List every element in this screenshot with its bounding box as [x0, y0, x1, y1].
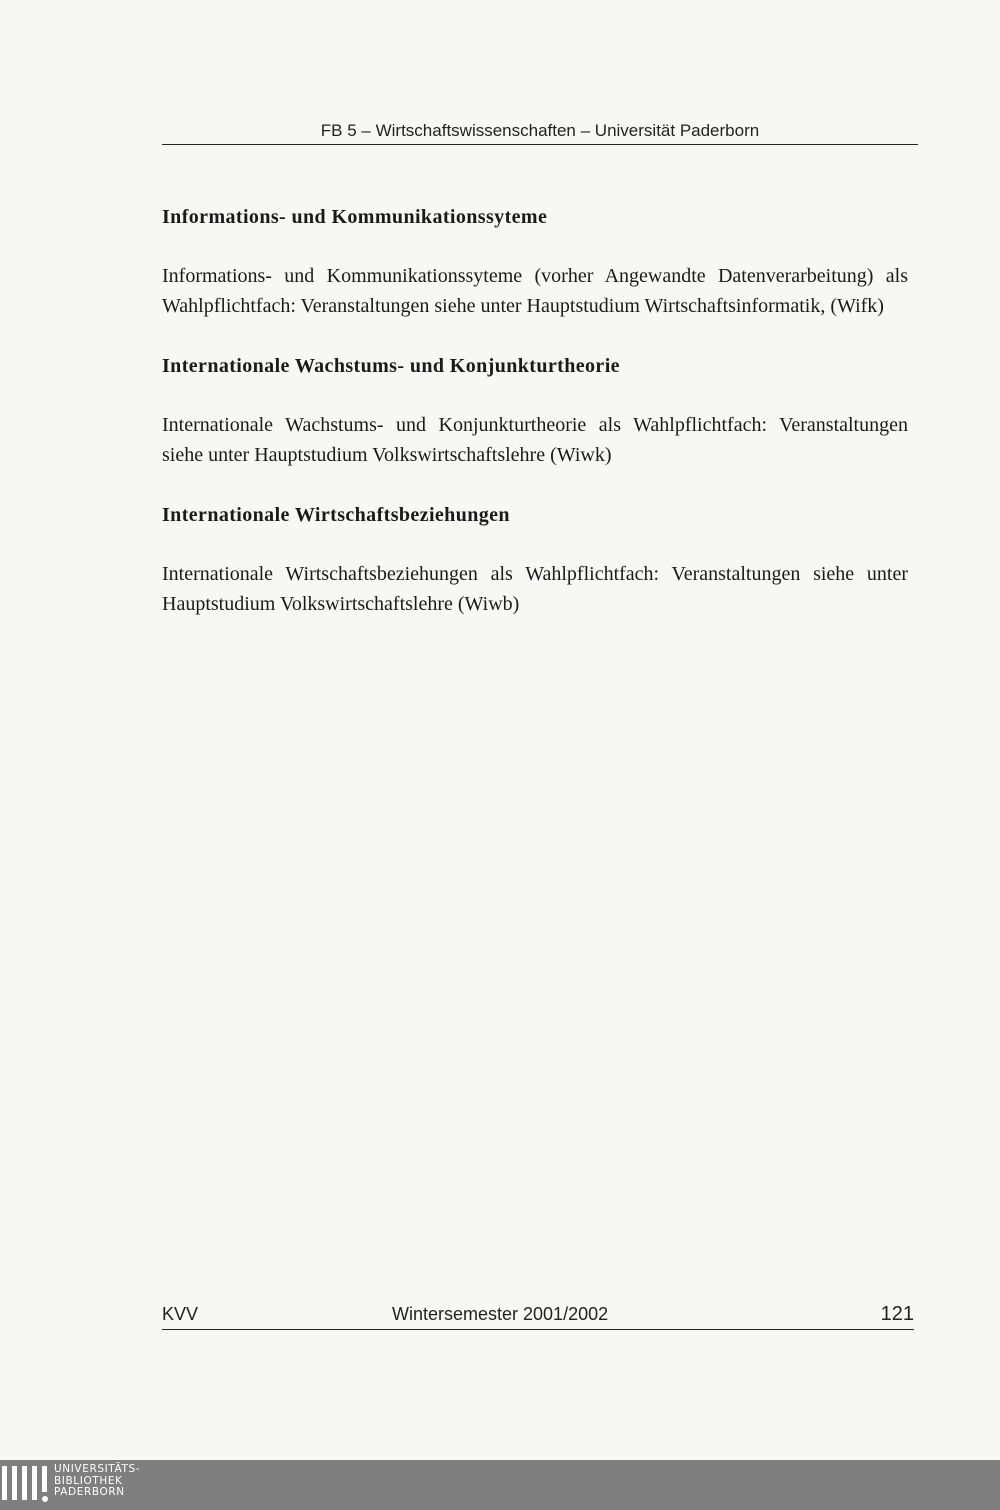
- section-wachstums-konjunkturtheorie: [162, 349, 908, 470]
- library-watermark-bar: [0, 1460, 1000, 1510]
- section-heading: Internationale Wachstums- und Konjunkturtheorie: [162, 355, 620, 377]
- section-text: Internationale Wachstums- und Konjunkturtheorie als Wahlpflichtfach: Veranstaltungen siehe unter Hauptstudium Volkswirtschaftslehre (Wiwk): [162, 414, 908, 466]
- library-name-line2: BIBLIOTHEK: [54, 1474, 123, 1487]
- footer-kvv: KVV: [162, 1304, 199, 1324]
- section-heading: Informations- und Kommunikationssyteme: [162, 206, 548, 228]
- section-text: Internationale Wirtschaftsbeziehungen als Wahlpflichtfach: Veranstaltungen siehe unter Hauptstudium Volkswirtschaftslehre (Wiwb): [162, 563, 908, 615]
- section-text: Informations- und Kommunikationssyteme (vorher Angewandte Datenverarbeitung) als Wahlpflichtfach: Veranstaltungen siehe unter Hauptstudium Wirtschaftsinformatik, (Wifk): [162, 265, 908, 317]
- library-logo-icon: [2, 1466, 50, 1506]
- library-name-line3: PADERBORN: [54, 1486, 125, 1498]
- library-name: [54, 1464, 140, 1499]
- page-content: [162, 200, 908, 647]
- section-heading: Internationale Wirtschaftsbeziehungen: [162, 504, 510, 526]
- section-wirtschaftsbeziehungen: [162, 498, 908, 619]
- page-number: 121: [880, 1303, 914, 1325]
- page-header: FB 5 – Wirtschaftswissenschaften – Universität Paderborn: [162, 118, 918, 145]
- library-name-line1: UNIVERSITÄTS-: [54, 1463, 141, 1475]
- page-footer: [162, 1303, 914, 1330]
- footer-semester: Wintersemester 2001/2002: [392, 1304, 609, 1324]
- section-informations-kommunikationssyteme: [162, 200, 908, 321]
